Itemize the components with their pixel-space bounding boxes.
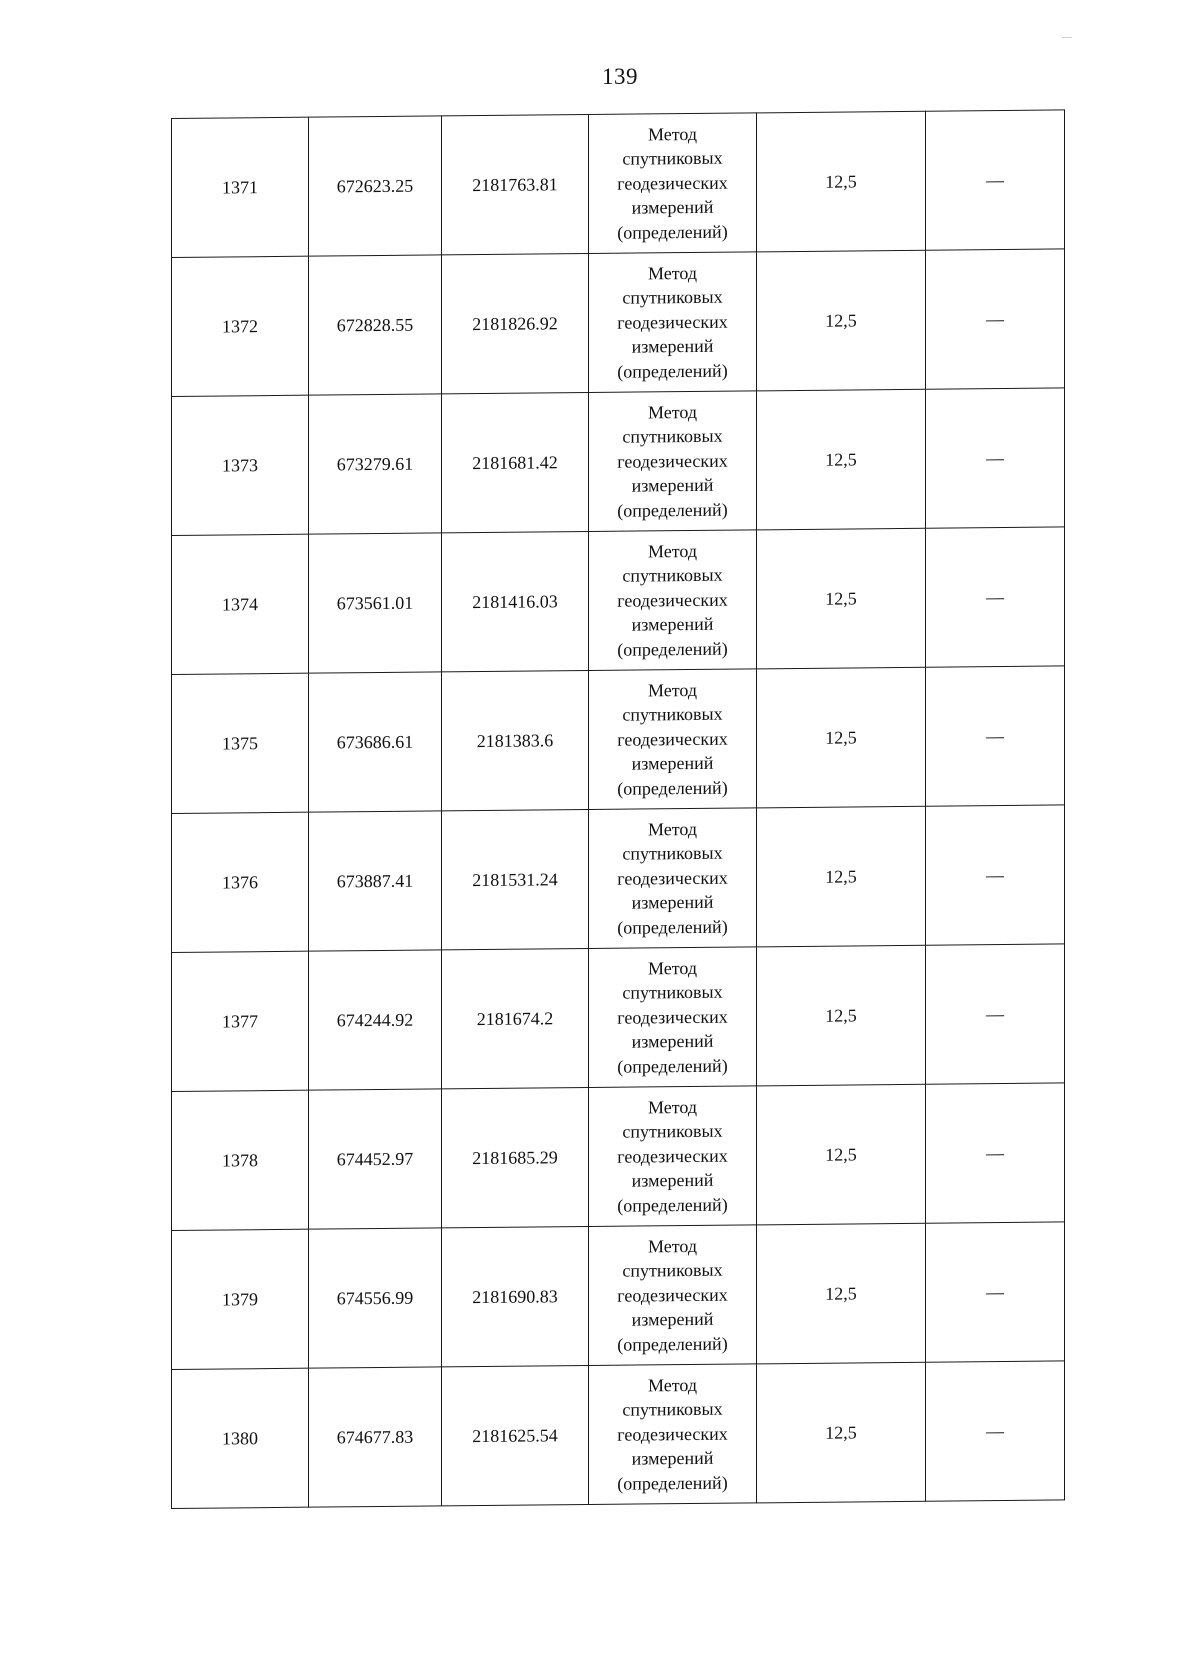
point-number-cell: 1373 (172, 395, 309, 535)
note-dash: — (986, 1142, 1004, 1163)
table-row (172, 388, 1065, 536)
note-cell (926, 1361, 1065, 1501)
table-row (172, 805, 1065, 953)
point-number-cell: 1376 (172, 812, 309, 952)
y-coordinate-cell: 2181763.81 (442, 114, 589, 254)
table-row (172, 249, 1065, 397)
method-text: Метод спутниковых геодезических измерений (определений) (617, 818, 728, 938)
method-cell (589, 1364, 757, 1505)
method-cell (589, 113, 757, 254)
coordinates-table (171, 109, 1065, 1509)
point-number-cell: 1378 (172, 1090, 309, 1230)
note-cell (926, 249, 1065, 389)
note-dash: — (986, 725, 1004, 746)
x-coordinate-cell: 674452.97 (309, 1089, 442, 1229)
method-cell (589, 252, 757, 393)
note-cell (926, 1083, 1065, 1223)
method-cell (589, 391, 757, 532)
method-cell (589, 1086, 757, 1227)
x-coordinate-cell: 674677.83 (309, 1367, 442, 1507)
note-cell (926, 944, 1065, 1084)
y-coordinate-cell: 2181416.03 (442, 531, 589, 671)
x-coordinate-cell: 673887.41 (309, 811, 442, 951)
method-text: Метод спутниковых геодезических измерений (определений) (617, 957, 728, 1077)
note-dash: — (986, 864, 1004, 885)
y-coordinate-cell: 2181681.42 (442, 392, 589, 532)
x-coordinate-cell: 674244.92 (309, 950, 442, 1090)
note-dash: — (986, 447, 1004, 468)
table-row (172, 1083, 1065, 1231)
x-coordinate-cell: 673279.61 (309, 394, 442, 534)
method-cell (589, 947, 757, 1088)
y-coordinate-cell: 2181674.2 (442, 948, 589, 1088)
note-dash: — (986, 1281, 1004, 1302)
note-cell (926, 805, 1065, 945)
point-number-cell: 1380 (172, 1368, 309, 1508)
accuracy-cell: 12,5 (757, 1223, 926, 1364)
point-number-cell: 1371 (172, 117, 309, 257)
note-cell (926, 1222, 1065, 1362)
method-text: Метод спутниковых геодезических измерений (определений) (617, 401, 728, 521)
note-dash: — (986, 586, 1004, 607)
table-body (172, 110, 1065, 1509)
accuracy-cell: 12,5 (757, 111, 926, 252)
point-number-cell: 1375 (172, 673, 309, 813)
point-number-cell: 1374 (172, 534, 309, 674)
note-dash: — (986, 169, 1004, 190)
x-coordinate-cell: 674556.99 (309, 1228, 442, 1368)
accuracy-cell: 12,5 (757, 389, 926, 530)
table-row (172, 110, 1065, 258)
y-coordinate-cell: 2181625.54 (442, 1365, 589, 1505)
note-cell (926, 527, 1065, 667)
method-text: Метод спутниковых геодезических измерений (определений) (617, 1096, 728, 1216)
method-cell (589, 808, 757, 949)
accuracy-cell: 12,5 (757, 667, 926, 808)
accuracy-cell: 12,5 (757, 250, 926, 391)
y-coordinate-cell: 2181383.6 (442, 670, 589, 810)
point-number-cell: 1372 (172, 256, 309, 396)
note-dash: — (986, 308, 1004, 329)
x-coordinate-cell: 673561.01 (309, 533, 442, 673)
point-number-cell: 1379 (172, 1229, 309, 1369)
method-text: Метод спутниковых геодезических измерений (определений) (617, 262, 728, 382)
table-row (172, 1361, 1065, 1509)
y-coordinate-cell: 2181531.24 (442, 809, 589, 949)
x-coordinate-cell: 672623.25 (309, 116, 442, 256)
method-text: Метод спутниковых геодезических измерений (определений) (617, 123, 728, 243)
method-cell (589, 669, 757, 810)
y-coordinate-cell: 2181690.83 (442, 1226, 589, 1366)
note-cell (926, 388, 1065, 528)
point-number-cell: 1377 (172, 951, 309, 1091)
coordinates-table-container (171, 109, 1064, 1509)
note-cell (926, 666, 1065, 806)
method-text: Метод спутниковых геодезических измерений (определений) (617, 679, 728, 799)
table-row (172, 666, 1065, 814)
accuracy-cell: 12,5 (757, 945, 926, 1086)
note-cell (926, 110, 1065, 250)
table-row (172, 1222, 1065, 1370)
table-row (172, 944, 1065, 1092)
accuracy-cell: 12,5 (757, 528, 926, 669)
note-dash: — (986, 1003, 1004, 1024)
x-coordinate-cell: 673686.61 (309, 672, 442, 812)
method-cell (589, 530, 757, 671)
scan-mark (1062, 37, 1072, 38)
accuracy-cell: 12,5 (757, 1362, 926, 1503)
method-text: Метод спутниковых геодезических измерений (определений) (617, 1374, 728, 1494)
page-number: 139 (602, 64, 638, 89)
method-text: Метод спутниковых геодезических измерений (определений) (617, 1235, 728, 1355)
table-row (172, 527, 1065, 675)
method-text: Метод спутниковых геодезических измерений (определений) (617, 540, 728, 660)
accuracy-cell: 12,5 (757, 1084, 926, 1225)
x-coordinate-cell: 672828.55 (309, 255, 442, 395)
y-coordinate-cell: 2181826.92 (442, 253, 589, 393)
accuracy-cell: 12,5 (757, 806, 926, 947)
note-dash: — (986, 1420, 1004, 1441)
method-cell (589, 1225, 757, 1366)
y-coordinate-cell: 2181685.29 (442, 1087, 589, 1227)
